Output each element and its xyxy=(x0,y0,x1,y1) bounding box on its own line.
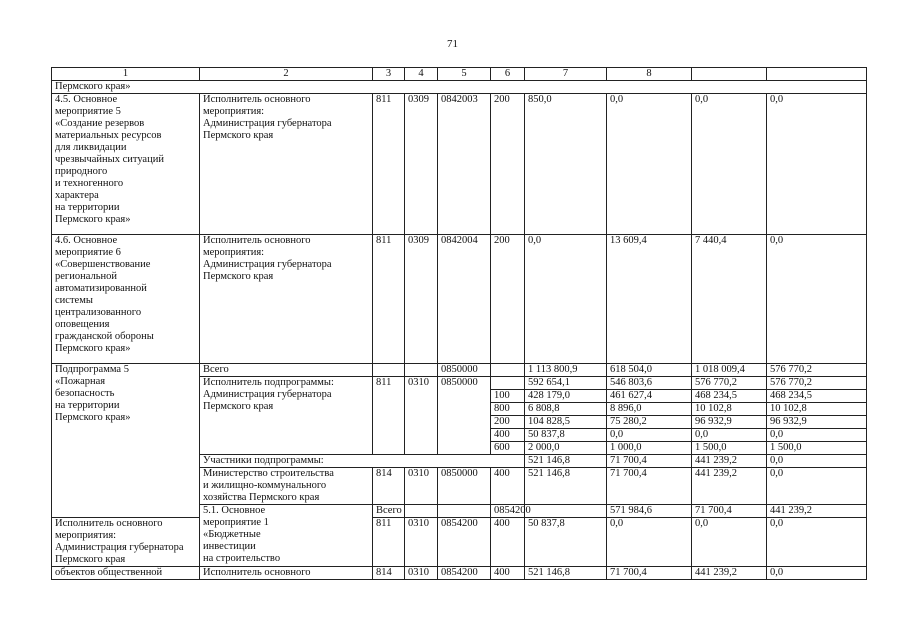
value-col7: 850,0 xyxy=(525,94,607,235)
code-section: 0310 xyxy=(405,518,438,567)
code-type: 600 xyxy=(491,442,525,455)
value-col8: 13 609,4 xyxy=(607,235,692,364)
value-col7: 592 654,1 xyxy=(525,377,607,390)
col-header-5: 5 xyxy=(438,68,491,81)
executor: Исполнитель основного мероприятия: Администрация губернатора Пермского края xyxy=(200,235,373,364)
code-ministry: 814 xyxy=(373,468,405,505)
executor: Исполнитель основного xyxy=(200,567,373,580)
code-ministry: 811 xyxy=(373,235,405,364)
value-col9: 7 440,4 xyxy=(692,235,767,364)
value-col8: 8 896,0 xyxy=(607,403,692,416)
value-col7: 2 000,0 xyxy=(525,442,607,455)
value-col7: 521 146,8 xyxy=(525,455,607,468)
table-row xyxy=(52,235,867,364)
value-col8: 546 803,6 xyxy=(607,377,692,390)
executor: Исполнитель подпрограммы: Администрация губернатора Пермского края xyxy=(200,377,373,455)
value-col10: 0,0 xyxy=(767,567,867,580)
code-ministry: 811 xyxy=(373,518,405,567)
value-col10: 0,0 xyxy=(767,455,867,468)
value-col7: 521 146,8 xyxy=(525,567,607,580)
value-col7: 50 837,8 xyxy=(525,429,607,442)
value-col9: 441 239,2 xyxy=(692,468,767,505)
value-col8: 71 700,4 xyxy=(692,505,767,518)
value-col7: 1 113 800,9 xyxy=(525,364,607,377)
value-col10: 96 932,9 xyxy=(767,416,867,429)
value-col7: 0,0 xyxy=(525,235,607,364)
measure-name: 4.5. Основное мероприятие 5 «Создание резервов материальных ресурсов для ликвидации чрезвычайных ситуаций природного и техногенного характера на территории Пермского края» xyxy=(52,94,200,235)
value-col7: 428 179,0 xyxy=(525,390,607,403)
value-col9: 1 018 009,4 xyxy=(692,364,767,377)
continuation-text: Пермского края» xyxy=(52,81,867,94)
code-type: 200 xyxy=(491,416,525,429)
value-col10: 1 500,0 xyxy=(767,442,867,455)
value-col8: 0,0 xyxy=(607,94,692,235)
code-ministry: 814 xyxy=(373,567,405,580)
code-target: 0850000 xyxy=(438,377,491,455)
value-col10: 0,0 xyxy=(767,94,867,235)
table-row xyxy=(52,567,867,580)
code-type: 800 xyxy=(491,403,525,416)
value-col8: 1 000,0 xyxy=(607,442,692,455)
value-col9: 468 234,5 xyxy=(692,390,767,403)
value-col7: 6 808,8 xyxy=(525,403,607,416)
value-col10: 468 234,5 xyxy=(767,390,867,403)
page-number: 71 xyxy=(447,38,458,50)
total-label: Всего xyxy=(373,505,405,518)
value-col10: 576 770,2 xyxy=(767,377,867,390)
code-target: 0850000 xyxy=(438,364,491,377)
code-target: 0842004 xyxy=(438,235,491,364)
value-col8: 0,0 xyxy=(607,429,692,442)
value-col8: 461 627,4 xyxy=(607,390,692,403)
code-type: 400 xyxy=(491,567,525,580)
subprogram-name: Подпрограмма 5 «Пожарная безопасность на территории Пермского края» xyxy=(52,364,200,518)
table-row xyxy=(52,518,867,567)
value-col10: 0,0 xyxy=(767,518,867,567)
measure-name-cont: объектов общественной xyxy=(52,567,200,580)
value-col7: 50 837,8 xyxy=(525,518,607,567)
continuation-row xyxy=(52,81,867,94)
value-col10: 0,0 xyxy=(767,429,867,442)
code-type: 400 xyxy=(491,429,525,442)
value-col9: 0,0 xyxy=(692,429,767,442)
code-ministry: 811 xyxy=(373,377,405,455)
value-col9: 441 239,2 xyxy=(692,455,767,468)
col-header-2: 2 xyxy=(200,68,373,81)
value-col8: 71 700,4 xyxy=(607,455,692,468)
code-target: 0854200 xyxy=(438,518,491,567)
col-header-9 xyxy=(692,68,767,81)
code-target: 0854200 xyxy=(491,505,525,518)
code-type: 200 xyxy=(491,94,525,235)
value-col9: 441 239,2 xyxy=(692,567,767,580)
code-type: 100 xyxy=(491,390,525,403)
code-section: 0310 xyxy=(405,468,438,505)
value-col7: 104 828,5 xyxy=(525,416,607,429)
value-col10: 576 770,2 xyxy=(767,364,867,377)
measure-name: 4.6. Основное мероприятие 6 «Совершенствование региональной автоматизированной системы централизованного оповещения гражданской обороны Пермского края» xyxy=(52,235,200,364)
value-col10: 10 102,8 xyxy=(767,403,867,416)
executor: Исполнитель основного мероприятия: Администрация губернатора Пермского края xyxy=(200,94,373,235)
value-col8: 71 700,4 xyxy=(607,468,692,505)
value-col7: 571 984,6 xyxy=(607,505,692,518)
col-header-3: 3 xyxy=(373,68,405,81)
participants-label: Участники подпрограммы: xyxy=(200,455,525,468)
value-col9: 96 932,9 xyxy=(692,416,767,429)
code-section: 0310 xyxy=(405,377,438,455)
total-label: Всего xyxy=(200,364,373,377)
value-col10: 0,0 xyxy=(767,468,867,505)
value-col8: 75 280,2 xyxy=(607,416,692,429)
value-col9: 10 102,8 xyxy=(692,403,767,416)
table-row xyxy=(52,364,867,377)
executor: Министерство строительства и жилищно-коммунального хозяйства Пермского края xyxy=(200,468,373,505)
value-col8: 618 504,0 xyxy=(607,364,692,377)
col-header-8: 8 xyxy=(607,68,692,81)
code-type: 200 xyxy=(491,235,525,364)
col-header-1: 1 xyxy=(52,68,200,81)
code-target: 0854200 xyxy=(438,567,491,580)
code-section: 0309 xyxy=(405,235,438,364)
value-col8: 71 700,4 xyxy=(607,567,692,580)
budget-table xyxy=(51,67,867,580)
code-target: 0842003 xyxy=(438,94,491,235)
code-type: 400 xyxy=(491,518,525,567)
code-target: 0850000 xyxy=(438,468,491,505)
code-type: 400 xyxy=(491,468,525,505)
code-ministry: 811 xyxy=(373,94,405,235)
col-header-6: 6 xyxy=(491,68,525,81)
code-type xyxy=(491,377,525,390)
value-col8: 0,0 xyxy=(607,518,692,567)
value-col9: 1 500,0 xyxy=(692,442,767,455)
value-col9: 576 770,2 xyxy=(692,377,767,390)
measure-name: 5.1. Основное мероприятие 1 «Бюджетные инвестиции на строительство xyxy=(200,505,373,567)
value-col9: 0,0 xyxy=(692,94,767,235)
value-col9: 441 239,2 xyxy=(767,505,867,518)
table-row xyxy=(52,94,867,235)
col-header-10 xyxy=(767,68,867,81)
value-col9: 0,0 xyxy=(692,518,767,567)
value-col7: 521 146,8 xyxy=(525,468,607,505)
col-header-4: 4 xyxy=(405,68,438,81)
code-section: 0309 xyxy=(405,94,438,235)
col-header-7: 7 xyxy=(525,68,607,81)
code-section: 0310 xyxy=(405,567,438,580)
column-header-row xyxy=(52,68,867,81)
value-col10: 0,0 xyxy=(767,235,867,364)
executor: Исполнитель основного мероприятия: Администрация губернатора Пермского края xyxy=(52,518,200,567)
